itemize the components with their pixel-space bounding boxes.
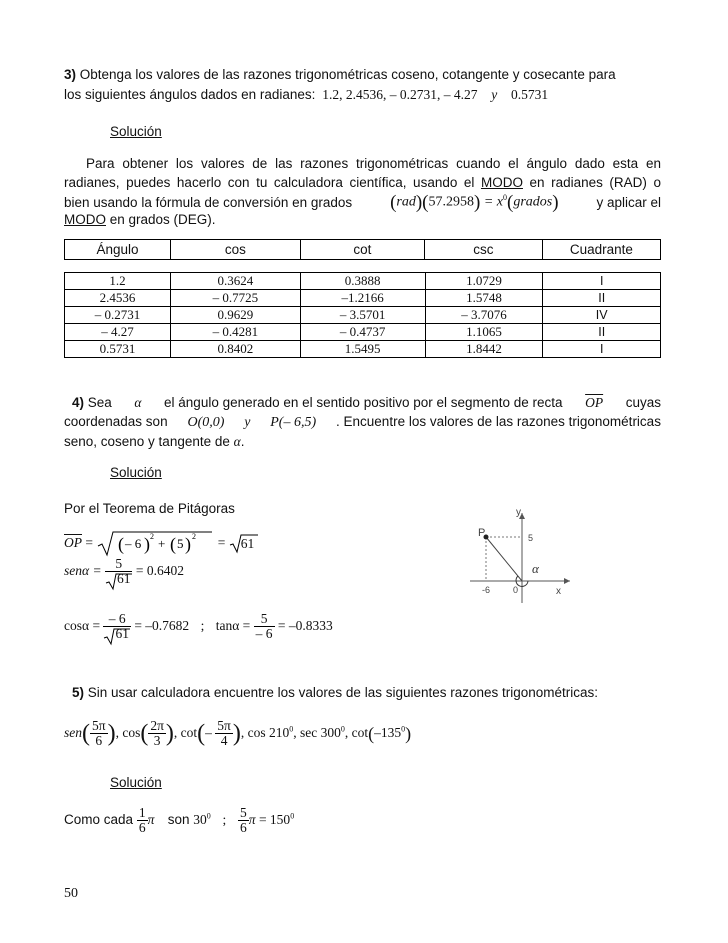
cell: – 0.2731 [65,307,171,324]
sen-den: 61 [116,571,131,587]
e1-den: 6 [90,733,108,748]
cell: – 3.7076 [425,307,543,324]
pi-1: π [147,811,155,827]
fn-cos: cos [122,724,141,740]
deg-5: 0 [290,811,295,821]
p4-coordenadas: coordenadas son [64,414,168,429]
angle-last: 0.5731 [510,87,549,102]
p4-cuyas: cuyas [625,395,661,410]
cell: 1.8442 [425,341,543,358]
col-csc: csc [425,240,543,260]
f2-num: 5 [240,805,247,820]
frac-1-6 [137,806,148,835]
cell: 1.1065 [425,324,543,341]
tan-label: tanα = [215,617,251,633]
tan-fraction [254,612,275,641]
label-y: y [516,507,521,518]
formula-rad: rad [396,194,416,210]
para-line-3b: y aplicar el [596,195,661,210]
problem-3-number: 3) [64,67,77,82]
svg-text:(: ( [118,534,125,554]
pitagoras-text: Por el Teorema de Pitágoras [64,501,235,516]
svg-text:(: ( [170,534,177,554]
data-table [64,272,661,358]
cell: I [543,273,661,290]
and-y: y [491,87,498,102]
problem-5-statement [64,685,598,700]
cos-210: cos 210 [247,724,290,740]
problem-3-text: Obtenga los valores de las razones trigonométricas coseno, cotangente y cosecante para [79,67,616,82]
cell: I [543,341,661,358]
svg-text:2: 2 [192,532,197,541]
frac-5-6 [238,806,249,835]
cell: II [543,324,661,341]
p4-text-1: el ángulo generado en el sentido positivo por el segmento de recta [164,395,563,410]
f1-num: 1 [138,805,146,820]
label-alpha: α [532,561,539,576]
frac-2pi-3 [148,719,166,748]
para-line-4 [64,212,216,227]
e3-den: 4 [215,733,233,748]
para-line-3a: bien usando la fórmula de conversión en grados [64,195,353,210]
cell: 0.8402 [171,341,301,358]
para-line-1 [64,156,661,171]
e3-num: 5π [217,718,231,733]
e2-den: 3 [148,733,166,748]
cell: 0.9629 [171,307,301,324]
sen-label: senα = [64,562,102,578]
col-cuadrante: Cuadrante [542,240,660,260]
val-30: 30 [193,811,207,827]
para-line-4b: en grados (DEG). [109,212,216,227]
para-line-1-text: Para obtener los valores de las razones trigonométricas cuando el ángulo dado esta en [86,156,661,171]
cell: – 4.27 [65,324,171,341]
fn-cot-2: cot [351,724,369,740]
svg-text:): ) [185,534,192,554]
para-line-2b: en radianes (RAD) o [529,175,661,190]
cell: – 0.7725 [171,290,301,307]
col-cot: cot [300,240,425,260]
p4-text-3: seno, coseno y tangente de [64,434,230,449]
cell: II [543,290,661,307]
sen-fraction [105,557,133,586]
svg-text:5: 5 [177,536,184,551]
frac-5pi-6 [90,719,108,748]
radical-expression [96,530,214,558]
solution-label-3: Solución [110,124,162,139]
cell: 0.5731 [65,341,171,358]
como-cada-line [64,806,294,835]
cell: 0.3888 [300,273,425,290]
modo-rad: MODO [480,175,523,190]
solution-label-5: Solución [110,775,162,790]
fn-cot: cot [180,724,198,740]
page-number: 50 [64,886,78,901]
p4-text-2: . Encuentre los valores de las razones trigonométricas [336,414,661,429]
cos-fraction [103,612,131,641]
cell: 1.0729 [425,273,543,290]
op-equation: $\overline{OP}$ = ( – 6 ) 2 + ( 5 ) 2 = 61 [64,530,254,558]
para-line-2 [64,175,661,190]
como-text: Como cada [64,811,134,827]
table-row [65,324,661,341]
separator: ; [200,617,205,633]
formula-x: = x [483,194,504,210]
label-origin: 0 [513,585,519,595]
svg-text:): ) [144,534,151,554]
son-text: son [167,811,190,827]
problem-3-line-2 [64,87,548,103]
para-line-3 [64,193,661,212]
deg-4: 0 [206,811,211,821]
svg-text:– 6: – 6 [125,536,142,551]
semicolon: ; [222,811,227,827]
label-five: 5 [528,533,534,543]
p4-sea: Sea [87,395,112,410]
label-p: P [478,527,486,539]
arg-135: –135 [374,724,402,740]
cos-tan-equation [64,612,333,641]
problem-4-line-1 [64,395,661,411]
segment-op-line [486,537,522,581]
table-row [65,273,661,290]
cell: IV [543,307,661,324]
deg-3: 0 [401,724,406,734]
cell: – 0.4737 [300,324,425,341]
label-x: x [556,586,561,597]
pi-2: π [248,811,256,827]
formula-grados: grados [513,194,553,210]
f2-den: 6 [240,820,247,836]
problem-4-number: 4) [72,395,85,410]
alpha-symbol: α [134,395,142,410]
svg-text:+: + [158,536,166,551]
frac-5pi-4 [215,719,233,748]
problem-4-line-2 [64,414,661,431]
cos-value: = –0.7682 [134,617,190,633]
sec-300: sec 300 [299,724,341,740]
cell: – 3.5701 [300,307,425,324]
problem-4-line-3 [64,434,245,450]
para-line-2a: radianes, puedes hacerlo con tu calculadora científica, usando el [64,175,475,190]
formula-deg: 0 [503,193,508,203]
table-row [65,307,661,324]
deg-1: 0 [289,724,294,734]
e1-num: 5π [92,718,106,733]
alpha-symbol-2: α [233,434,241,449]
deg-2: 0 [340,724,345,734]
op-rhs: 61 [240,536,255,551]
tan-value: = –0.8333 [277,617,333,633]
segment-op: $\overline{OP}$ [585,395,604,410]
tan-num: 5 [260,611,268,626]
cell: –1.2166 [300,290,425,307]
angle-list: 1.2, 2.4536, – 0.2731, – 4.27 [322,87,478,102]
point-o: O(0,0) [187,415,225,430]
cell: 1.5748 [425,290,543,307]
problem-5-number: 5) [72,685,85,700]
e2-num: 2π [150,718,164,733]
col-angulo: Ángulo [65,240,171,260]
col-cos: cos [171,240,300,260]
sen-equation [64,557,184,586]
cos-num: – 6 [108,611,126,626]
label-minus-six: -6 [482,585,491,595]
sen-value: = 0.6402 [135,562,184,578]
modo-deg: MODO [64,212,106,227]
fn-sen: sen [64,724,82,740]
cell: 1.2 [65,273,171,290]
tan-den: – 6 [255,626,273,642]
op-lhs: $\overline{OP}$ [64,535,82,551]
problem-3-text-2: los siguientes ángulos dados en radianes: [64,87,316,102]
problem-3-line-1 [64,67,616,82]
conversion-formula: $(rad)(57.2958) = x^0(grados)$ [390,192,559,213]
table-header [64,239,661,260]
cell: 2.4536 [65,290,171,307]
f1-den: 6 [138,820,146,836]
p4-y: y [244,414,251,429]
p4-period: . [240,434,245,449]
cos-label: cosα = [64,617,101,633]
sen-num: 5 [115,556,123,571]
cell: – 0.4281 [171,324,301,341]
cos-den: 61 [115,626,129,642]
problem-5-expressions: sen( $\frac{5\pi}{6}$ ), cos( $\frac{2\pi}{3}$ ), cot(– $\frac{5\pi}{4}$ ), $\cos 210^0$, $\sec 300^0$, $\cot(-135^0)$ [64,718,412,749]
val-150: = 150 [258,811,291,827]
table-row [65,341,661,358]
point-p: P(– 6,5) [270,415,317,430]
solution-label-4: Solución [110,465,162,480]
formula-factor: 57.2958 [428,194,475,210]
cell: 1.5495 [300,341,425,358]
table-row [65,290,661,307]
p5-text: Sin usar calculadora encuentre los valores de las siguientes razones trigonométricas: [87,685,599,700]
svg-text:2: 2 [150,532,155,541]
angle-graph [470,503,580,603]
cell: 0.3624 [171,273,301,290]
